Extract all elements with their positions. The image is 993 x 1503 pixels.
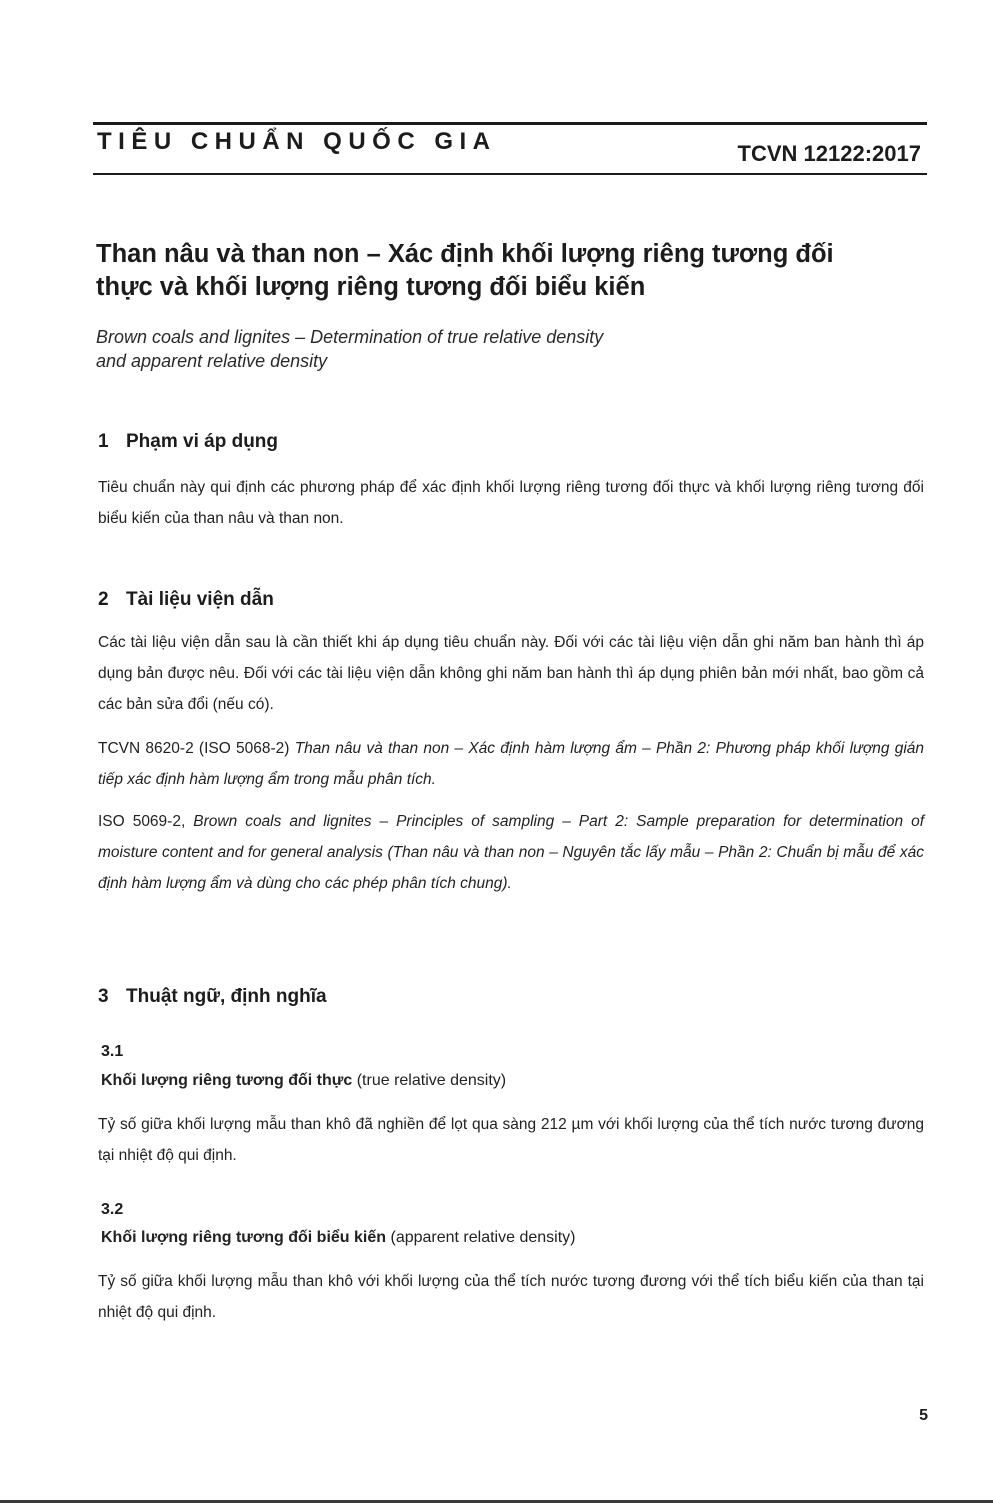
reference-1 [98, 733, 924, 795]
english-title-line-1: Brown coals and lignites – Determination of true relative density [96, 327, 604, 347]
term-3-1-definition: Tỷ số giữa khối lượng mẫu than khô đã nghiền để lọt qua sàng 212 µm với khối lượng của thể tích nước tương đương tại nhiệt độ qui định. [98, 1116, 924, 1164]
section-2-number: 2 [98, 589, 109, 610]
term-3-1-name: Khối lượng riêng tương đối thực [101, 1072, 353, 1089]
english-title-line-2: and apparent relative density [96, 351, 328, 371]
section-3-heading [98, 986, 327, 1008]
term-3-1-english: (true relative density) [356, 1072, 507, 1089]
english-title [96, 325, 926, 373]
page-header [93, 122, 927, 175]
section-2-title: Tài liệu viện dẫn [126, 589, 274, 610]
reference-2-title: Brown coals and lignites – Principles of sampling – Part 2: Sample preparation for determination of moisture content and for general analysis (Than nâu và than non – Nguyên tắc lấy mẫu – Phần 2: Chuẩn bị mẫu để xác định hàm lượng ẩm và dùng cho các phép phân tích chung). [98, 813, 925, 892]
section-1-title: Phạm vi áp dụng [126, 431, 279, 452]
section-2-intro: Các tài liệu viện dẫn sau là cần thiết khi áp dụng tiêu chuẩn này. Đối với các tài liệu viện dẫn ghi năm ban hành thì áp dụng bản được nêu. Đối với các tài liệu viện dẫn không ghi năm ban hành thì áp dụng phiên bản mới nhất, bao gồm cả các bản sửa đổi (nếu có). [98, 634, 924, 713]
term-3-2-english: (apparent relative density) [390, 1229, 576, 1246]
term-3-2-name: Khối lượng riêng tương đối biểu kiến [101, 1229, 387, 1246]
section-1-heading [98, 431, 278, 453]
page-number: 5 [919, 1407, 928, 1424]
standard-code: TCVN 12122:2017 [737, 141, 921, 166]
term-3-2-number: 3.2 [101, 1201, 124, 1218]
term-3-1-heading [101, 1072, 506, 1090]
term-3-2-heading [101, 1229, 575, 1247]
section-3-number: 3 [98, 986, 109, 1007]
title-line-1: Than nâu và than non – Xác định khối lượng riêng tương đối [96, 240, 834, 268]
term-3-2-definition: Tỷ số giữa khối lượng mẫu than khô với khối lượng của thể tích nước tương đương với thể tích biểu kiến của than tại nhiệt độ qui định. [98, 1273, 924, 1321]
reference-2-code: ISO 5069-2, [98, 813, 186, 830]
section-1-number: 1 [98, 431, 109, 452]
section-1-text: Tiêu chuẩn này qui định các phương pháp để xác định khối lượng riêng tương đối thực và khối lượng riêng tương đối biểu kiến của than nâu và than non. [98, 479, 924, 527]
reference-1-code: TCVN 8620-2 (ISO 5068-2) [98, 740, 290, 757]
reference-2 [98, 806, 924, 899]
document-title [96, 238, 926, 304]
reference-1-title: Than nâu và than non – Xác định hàm lượng ẩm – Phần 2: Phương pháp khối lượng gián tiếp xác định hàm lượng ẩm trong mẫu phân tích. [98, 740, 925, 788]
title-line-2: thực và khối lượng riêng tương đối biểu kiến [96, 273, 646, 301]
term-3-1-number: 3.1 [101, 1043, 124, 1060]
section-2-heading [98, 589, 274, 611]
section-3-title: Thuật ngữ, định nghĩa [126, 986, 327, 1007]
standard-series-label: TIÊU CHUẨN QUỐC GIA [97, 128, 497, 155]
